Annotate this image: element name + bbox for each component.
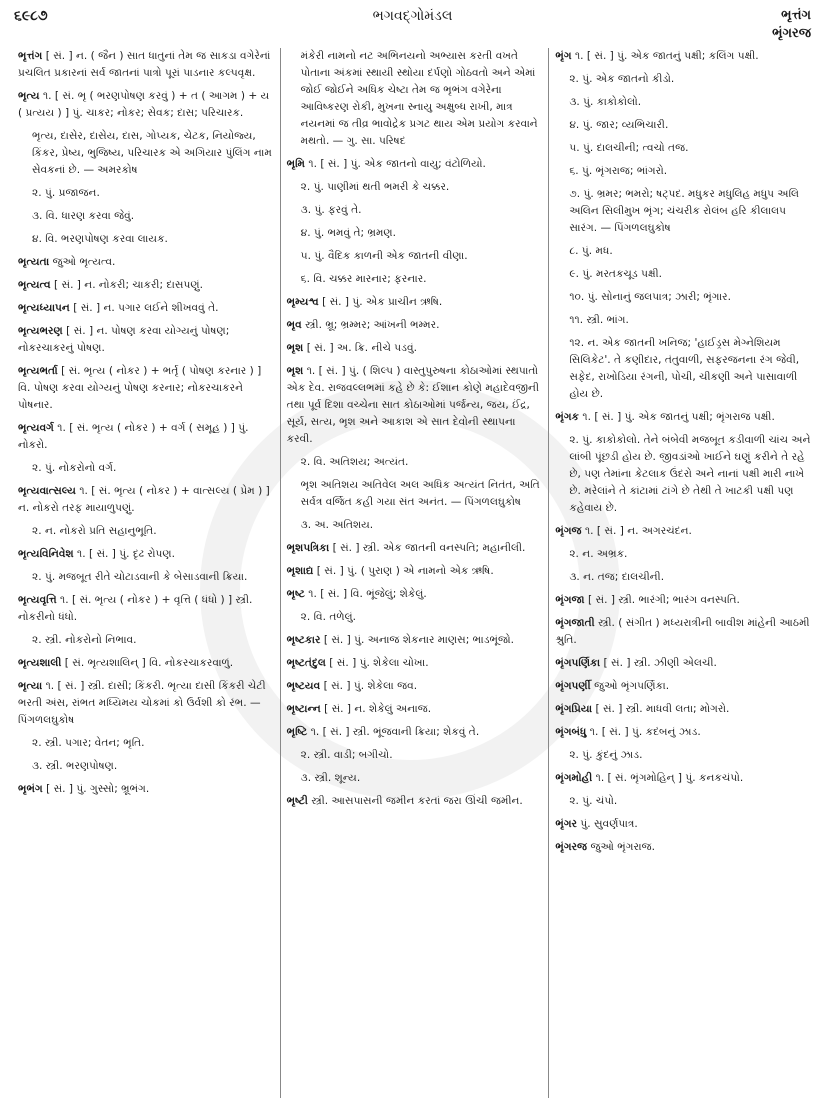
dictionary-entry	[555, 163, 811, 180]
dictionary-entry	[18, 523, 274, 540]
dictionary-entry	[555, 335, 811, 403]
dictionary-entry	[555, 546, 811, 563]
definition: ૬. વિ. ચક્કર મારનાર; ફરનાર.	[300, 273, 427, 285]
definition: સ્ત્રી. ( સંગીત ) મધ્યરાત્રીની બાવીશ માંહેની આઠમી શ્રુતિ.	[555, 617, 810, 646]
definition: [ સં. ] પું. અનાજ શેકનાર માણસ; ભાડભૂંજો.	[323, 634, 515, 646]
headword: ભૃત્યવાત્સલ્ય	[18, 485, 76, 497]
dictionary-entry	[18, 185, 274, 202]
definition: ૨. પું. ચંપો.	[569, 795, 618, 807]
definition: ૩. પું. કાકોકોલો.	[569, 96, 642, 108]
dictionary-entry	[287, 655, 543, 672]
page-number: ૬૯૮૭	[14, 8, 48, 24]
column-2	[280, 48, 549, 1098]
dictionary-entry	[555, 48, 811, 65]
definition: સ્ત્રી. ભ્રૂ; ભ્રમ્મર; આંખની ભમ્મર.	[305, 319, 440, 331]
dictionary-entry	[18, 483, 274, 517]
dictionary-entry	[18, 300, 274, 317]
definition: જુઓ ભૃત્યત્વ.	[52, 256, 116, 268]
definition: મંકેરી નામનો નટ અભિનયનો અભ્યાસ કરતી વખતે પોતાના અંકમાં સ્થાયી સ્થોયા દર્પણો ગોઠવતો અને એમાં જોઈ જોઈને અધિક ચેષ્ટા તેમ જ ભૃભંગ વગેરેના આવિષ્કરણ રોકી, મુખના સ્નાયુ અક્ષુબ્ધ રાખી, માત્ર નયનમાં જ તીવ્ર ભાવોદ્રેક પ્રગટ થાય એમ પ્રયોગ કરવાને મથતો. — ગુ. સા. પરિષદ	[300, 50, 538, 147]
definition: ૧. [ સં. ] પું. કદંબનું ઝાડ.	[589, 726, 701, 738]
definition: ૫. પું. દાલચીની; ત્વચો તજ.	[569, 142, 689, 154]
headword: ભૃષ્ટાન્ન	[286, 703, 321, 715]
dictionary-entry	[18, 420, 274, 454]
page-header	[0, 0, 825, 44]
definition: [ સં. ] પું. ગુસ્સો; ભ્રૂભંગ.	[46, 783, 150, 795]
headword: ભૃષ્ટયવ	[286, 680, 321, 692]
definition: ૪. પું. ભમવું તે; ભ્રમણ.	[300, 227, 397, 239]
definition: ૧. [ સં. ] પું. એક જાતનો વાયુ; વંટોળિયો.	[308, 158, 486, 170]
dictionary-columns	[12, 48, 817, 1098]
dictionary-entry	[555, 793, 811, 810]
dictionary-entry	[555, 655, 811, 672]
dictionary-entry	[287, 340, 543, 357]
headword: ભૃંગજાતી	[555, 617, 595, 629]
headword: ભૃંગ	[555, 50, 572, 62]
dictionary-entry	[287, 179, 543, 196]
definition: ૨. પું. કાકોકોલો. તેને બંબેવી મજબૂત કડીવાળી ચાંચ અને લાંબી પૂંછડી હોય છે. જીવડાંઓ ખાઈને ઘણું કરીને તે રહે છે, પણ તેમાંના કેટલાક ઉંદરો અને નાનાં પક્ષી મારી નાખે છે. મરેલાંને તે કાંટામાં ટાંગે છે તેથી તે ખાટકી પક્ષી પણ કહેવાય છે.	[569, 434, 811, 514]
running-title: ભગવદ્ગોમંડલ	[372, 8, 453, 24]
dictionary-entry	[287, 701, 543, 718]
definition: [ સં. ] ન. પોષણ કરવા યોગ્યનું પોષણ; નોકરચાકરનું પોષણ.	[18, 325, 230, 354]
headword: ભૃત્યતા	[18, 256, 50, 268]
dictionary-entry	[555, 186, 811, 237]
dictionary-entry	[18, 546, 274, 563]
dictionary-entry	[18, 128, 274, 179]
definition: [ સં. ] સ્ત્રી. એક જાતની વનસ્પતિ; મહાનીલી.	[332, 542, 526, 554]
dictionary-entry	[555, 678, 811, 695]
definition: પું. સુવર્ણપાત્ર.	[580, 818, 638, 830]
definition: ૧. [ સં. ભૃ ( ભરણપોષણ કરવું ) + ત ( આગમ ) + ય ( પ્રત્યય ) ] પું. ચાકર; નોકર; સેવક; દાસ; પરિચારક.	[18, 90, 270, 119]
headword: ભૃશાદ્ય	[286, 565, 314, 577]
dictionary-entry	[555, 312, 811, 329]
dictionary-entry	[18, 48, 274, 82]
dictionary-entry	[18, 460, 274, 477]
headword: ભૃંગપર્ણિકા	[555, 657, 601, 669]
headword: ભૃત્યવિનિવેશ	[18, 548, 74, 560]
dictionary-entry	[18, 678, 274, 729]
definition: ૧૨. ન. એક જાતની ખનિજ; 'હાઈડ્રસ મેગ્નેશિયમ સિલિકેટ'. તે કણીદાર, તંતુવાળી, સફરજનના રંગ જેવી, સફેદ, રાખોડિયા રંગની, પોચી, ચીકણી અને પાસાવાળી હોય છે.	[569, 337, 800, 400]
dictionary-entry	[555, 569, 811, 586]
definition: [ સં. ] અ. ક્રિ. નીચે પડવું.	[306, 342, 417, 354]
headword: ભૃંગબંધુ	[555, 726, 587, 738]
dictionary-entry	[555, 71, 811, 88]
dictionary-entry	[287, 517, 543, 534]
definition: [ સં. ] પું. એક પ્રાચીન ઋષિ.	[322, 296, 443, 308]
definition: ૧. [ સં. ભૃત્ય ( નોકર ) + વૃત્તિ ( ધંધો ) ] સ્ત્રી. નોકરીનો ધંધો.	[18, 594, 253, 623]
definition: ૨. વિ. અતિશય; અત્યંત.	[300, 456, 409, 468]
definition: ૨. વિ. તળેલું.	[300, 611, 357, 623]
headword: ભૃમિ	[286, 158, 306, 170]
definition: ૫. પું. વૈદિક કાળની એક જાતની વીણા.	[300, 250, 468, 262]
headword: ભૃષ્ટ	[286, 588, 305, 600]
headword: ભૃત્યધ્યાપન	[18, 302, 70, 314]
headword: ભૃશ	[286, 342, 304, 354]
headword: ભૃષ્ટી	[286, 795, 308, 807]
dictionary-entry	[555, 266, 811, 283]
headword: ભૃત્યા	[18, 680, 43, 692]
dictionary-entry	[287, 363, 543, 448]
dictionary-entry	[18, 277, 274, 294]
headword: ભૃભંગ	[18, 783, 43, 795]
definition: [ સં. ] પું. શેકેલા જવ.	[323, 680, 418, 692]
dictionary-entry	[555, 747, 811, 764]
headword: ભૃત્યવર્ગ	[18, 422, 54, 434]
dictionary-entry	[287, 563, 543, 580]
headword: ભૃત્યશાલી	[18, 657, 62, 669]
dictionary-entry	[555, 140, 811, 157]
definition: ૨. પું. એક જાતનો કીડો.	[569, 73, 675, 85]
headword: ભૃત્યત્વ	[18, 279, 51, 291]
dictionary-entry	[555, 724, 811, 741]
dictionary-entry	[555, 289, 811, 306]
definition: ૨. સ્ત્રી. પગાર; વેતન; ભૃતિ.	[32, 737, 145, 749]
definition: ૧. [ સં. ] સ્ત્રી. ભૂંજવાની ક્રિયા; શેકવું તે.	[310, 726, 480, 738]
dictionary-entry	[555, 117, 811, 134]
dictionary-entry	[18, 363, 274, 414]
definition: [ સં. ] ન. શેકેલું અનાજ.	[324, 703, 432, 715]
headword: ભૃષ્ટિ	[286, 726, 308, 738]
definition: ૭. પું. ભ્રમર; ભમરો; ષટ્પદ. મધુકર મધુલિહ મધુપ અલિ અલિન સિલીમુખ ભૃંગ; ચંચરીક રોલંબ હરિ કીલાલપ સારંગ. — પિંગળલઘુકોષ	[569, 188, 800, 234]
dictionary-entry	[555, 816, 811, 833]
dictionary-entry	[287, 454, 543, 471]
headword: ભૃંગમોહી	[555, 772, 593, 784]
definition: જુઓ ભૃંગપર્ણિકા.	[594, 680, 670, 692]
headword: ભૃશ	[286, 365, 304, 377]
definition: ૨. પું. મજબૂત રીતે ચોટાડવાની કે બેસાડવાની ક્રિયા.	[32, 571, 248, 583]
definition: ૧. [ સં. ભૃત્ય ( નોકર ) + વર્ગ ( સમૂહ ) ] પું. નોકરો.	[18, 422, 249, 451]
definition: ૧. [ સં. ] પું. એક જાતનું પક્ષી; ભૃંગરાજ પક્ષી.	[582, 411, 775, 423]
definition: ૯. પું. મરતકચૂડ પક્ષી.	[569, 268, 663, 280]
dictionary-entry	[18, 632, 274, 649]
dictionary-entry	[18, 254, 274, 271]
headword: ભૃંગજા	[555, 594, 585, 606]
definition: ૧. [ સં. ] સ્ત્રી. દાસી; કિંકરી. ભૃત્યા દાસી કિંકરી ચેટી ભરતી અંસ, રાંભત મધ્યિમય ચોકમાં કો ઉર્વશી કો રંભ. — પિંગળલઘુકોષ	[18, 680, 266, 726]
dictionary-entry	[287, 294, 543, 311]
definition: ૪. વિ. ભરણપોષણ કરવા લાયક.	[32, 233, 168, 245]
dictionary-entry	[555, 770, 811, 787]
dictionary-entry	[18, 758, 274, 775]
definition: [ સં. ] સ્ત્રી. ભારંગી; ભારંગ વનસ્પતિ.	[588, 594, 740, 606]
definition: ભૃશ અતિશય અતિવેલ અલ અધિક અત્યંત નિતંત, અતિ સર્વત્ર વર્જિત કહી ગયા સંત અનંત. — પિંગળલઘુકોષ	[300, 479, 540, 508]
dictionary-entry	[555, 615, 811, 649]
dictionary-entry	[287, 632, 543, 649]
definition: [ સં. ] સ્ત્રી. માધવી લતા; મોગરો.	[595, 703, 730, 715]
dictionary-entry	[287, 724, 543, 741]
headword: ભૃત્યભરણ	[18, 325, 63, 337]
definition: ૨. સ્ત્રી. વાડી; બગીચો.	[300, 749, 393, 761]
definition: ૧૧. સ્ત્રી. ભાંગ.	[569, 314, 629, 326]
definition: ૧. [ સં. ભૃત્ય ( નોકર ) + વાત્સલ્ય ( પ્રેમ ) ] ન. નોકરો તરફ માયાળુપણું.	[18, 485, 270, 514]
definition: ૧. [ સં. ] પું. એક જાતનું પક્ષી; કલિંગ પક્ષી.	[574, 50, 759, 62]
dictionary-entry	[18, 208, 274, 225]
dictionary-entry	[287, 770, 543, 787]
dictionary-entry	[555, 839, 811, 856]
headword: ભૃશપત્રિકા	[286, 542, 330, 554]
definition: ભૃત્ય, દાસેર, દાસેય, દાસ, ગોપ્યક, ચેટક, નિયોજ્ય, કિંકર, પ્રેષ્ય, ભુજિષ્ય, પરિચારક એ અગિયાર પુંલિંગ નામ સેવકનાં છે. — અમરકોષ	[32, 130, 272, 176]
column-3	[548, 48, 817, 1098]
definition: ૧. [ સં. ] પું. ( શિલ્પ ) વાસ્તુપુરુષના કોઠાઓમાં સ્થપાતો એક દેવ. રાજવલ્લભમાં કહે છે કે: ઈશાન કોણે મહાદેવજીની તથા પૂર્વ દિશા વચ્ચેના સાત કોઠાઓમાં પર્જન્ય, જય, ઈંદ્ર, સૂર્ય, સત્ય, ભૃશ અને આકાશ એ સાત દેવોની સ્થાપના કરવી.	[286, 365, 539, 445]
guide-word-last: ભૃંગરજ	[772, 26, 811, 41]
dictionary-entry	[18, 569, 274, 586]
dictionary-entry	[18, 655, 274, 672]
dictionary-entry	[555, 432, 811, 517]
definition: ૨. પું. પ્રજાજન.	[32, 187, 100, 199]
headword: ભૃષ્ટતંદુલ	[286, 657, 326, 669]
dictionary-entry	[555, 701, 811, 718]
headword: ભૃત્તંગ	[18, 50, 43, 62]
headword: ભૃંગપર્ણી	[555, 680, 591, 692]
definition: [ સં. ] ન. પગાર લઈને શીખવવું તે.	[73, 302, 219, 314]
dictionary-entry	[287, 747, 543, 764]
definition: ૨. પું. પાણીમાં થતી ભમરી કે ચક્કર.	[300, 181, 450, 193]
dictionary-entry	[287, 793, 543, 810]
definition: ૩. સ્ત્રી. ભરણપોષણ.	[32, 760, 118, 772]
dictionary-entry	[287, 48, 543, 150]
dictionary-entry	[18, 88, 274, 122]
dictionary-entry	[287, 317, 543, 334]
dictionary-entry	[555, 523, 811, 540]
headword: ભૃત્યભર્તા	[18, 365, 58, 377]
definition: ૩. સ્ત્રી. શૂન્ય.	[300, 772, 361, 784]
definition: ૬. પું. ભૃંગરાજ; ભાંગરો.	[569, 165, 668, 177]
definition: [ સં. ભૃત્ય ( નોકર ) + ભર્તૃ ( પોષણ કરનાર ) ] વિ. પોષણ કરવા યોગ્યનું પોષણ કરનાર; નોકરચાકરને પોષનાર.	[18, 365, 262, 411]
definition: [ સં. ] પું. શેકેલા ચોખા.	[329, 657, 429, 669]
headword: ભૃંગર	[555, 818, 578, 830]
definition: ૪. પું. જાર; વ્યભિચારી.	[569, 119, 669, 131]
definition: ૧. [ સં. ] ન. અગરચંદન.	[584, 525, 692, 537]
dictionary-entry	[555, 592, 811, 609]
headword: ભૃવ	[286, 319, 302, 331]
dictionary-entry	[287, 678, 543, 695]
dictionary-entry	[18, 781, 274, 798]
headword: ભૃત્યવૃત્તિ	[18, 594, 57, 606]
dictionary-entry	[18, 231, 274, 248]
definition: ૨. ન. અભ્રક.	[569, 548, 628, 560]
definition: ૩. ન. તજ; દાલચીની.	[569, 571, 665, 583]
definition: ૩. પું. ફરવું તે.	[300, 204, 362, 216]
dictionary-entry	[287, 540, 543, 557]
definition: [ સં. ] સ્ત્રી. ઝીણી એલચી.	[603, 657, 717, 669]
dictionary-entry	[287, 271, 543, 288]
dictionary-entry	[287, 609, 543, 626]
definition: [ સં. ] ન. ( જૈન ) સાત ધાતુનાં તેમ જ સાકડા વગેરેનાં પ્રચલિત પ્રકારનાં સર્વ જાતનાં પાત્રો પૂરાં પાડનાર કલ્પવૃક્ષ.	[18, 50, 271, 79]
headword: ભૃંગપ્રિયા	[555, 703, 593, 715]
definition: જુઓ ભૃંગરાજ.	[590, 841, 655, 853]
headword: ભૃષ્ટકાર	[286, 634, 321, 646]
definition: ૩. અ. અતિશય.	[300, 519, 374, 531]
definition: [ સં. ] ન. નોકરી; ચાકરી; દાસપણું.	[53, 279, 203, 291]
definition: [ સં. ] પું. ( પુરાણ ) એ નામનો એક ઋષિ.	[316, 565, 494, 577]
dictionary-entry	[555, 243, 811, 260]
dictionary-entry	[18, 323, 274, 357]
definition: ૨. પું. નોકરોનો વર્ગ.	[32, 462, 117, 474]
definition: સ્ત્રી. આસપાસની જમીન કરતાં જરા ઊંચી જમીન.	[311, 795, 523, 807]
dictionary-entry	[287, 156, 543, 173]
definition: ૧. [ સં. ] વિ. ભૂંજેલું; શેકેલું.	[308, 588, 427, 600]
definition: ૧. [ સં. ] પું. દૃઢ રોપણ.	[77, 548, 176, 560]
definition: ૨. ન. નોકરો પ્રતિ સહાનુભૂતિ.	[32, 525, 157, 537]
dictionary-entry	[287, 248, 543, 265]
definition: [ સં. ભૃત્યશાલિન્ ] વિ. નોકરચાકરવાળું.	[64, 657, 234, 669]
definition: ૧. [ સં. ભૃંગમોહિન્ ] પું. કનકચંપો.	[595, 772, 744, 784]
dictionary-entry	[555, 409, 811, 426]
definition: ૨. સ્ત્રી. નોકરોનો નિભાવ.	[32, 634, 137, 646]
dictionary-entry	[287, 477, 543, 511]
dictionary-entry	[18, 735, 274, 752]
dictionary-entry	[555, 94, 811, 111]
dictionary-entry	[287, 586, 543, 603]
headword: ભૃંગરજ	[555, 841, 588, 853]
headword: ભૃત્ય	[18, 90, 40, 102]
definition: ૮. પું. મધ.	[569, 245, 613, 257]
column-1	[12, 48, 280, 1098]
definition: ૩. વિ. ધારણ કરવા જેવું.	[32, 210, 135, 222]
definition: ૧૦. પું. સોનાનું જલપાત્ર; ઝારી; ભૃંગાર.	[569, 291, 731, 303]
guide-word-first: ભૃત્તંગ	[781, 8, 811, 23]
headword: ભૃંગજ	[555, 525, 582, 537]
dictionary-entry	[287, 202, 543, 219]
dictionary-entry	[18, 592, 274, 626]
definition: ૨. પું. કુંદનું ઝાડ.	[569, 749, 643, 761]
headword: ભૃંગક	[555, 411, 580, 423]
dictionary-entry	[287, 225, 543, 242]
headword: ભૃમ્યશ્વ	[286, 296, 319, 308]
